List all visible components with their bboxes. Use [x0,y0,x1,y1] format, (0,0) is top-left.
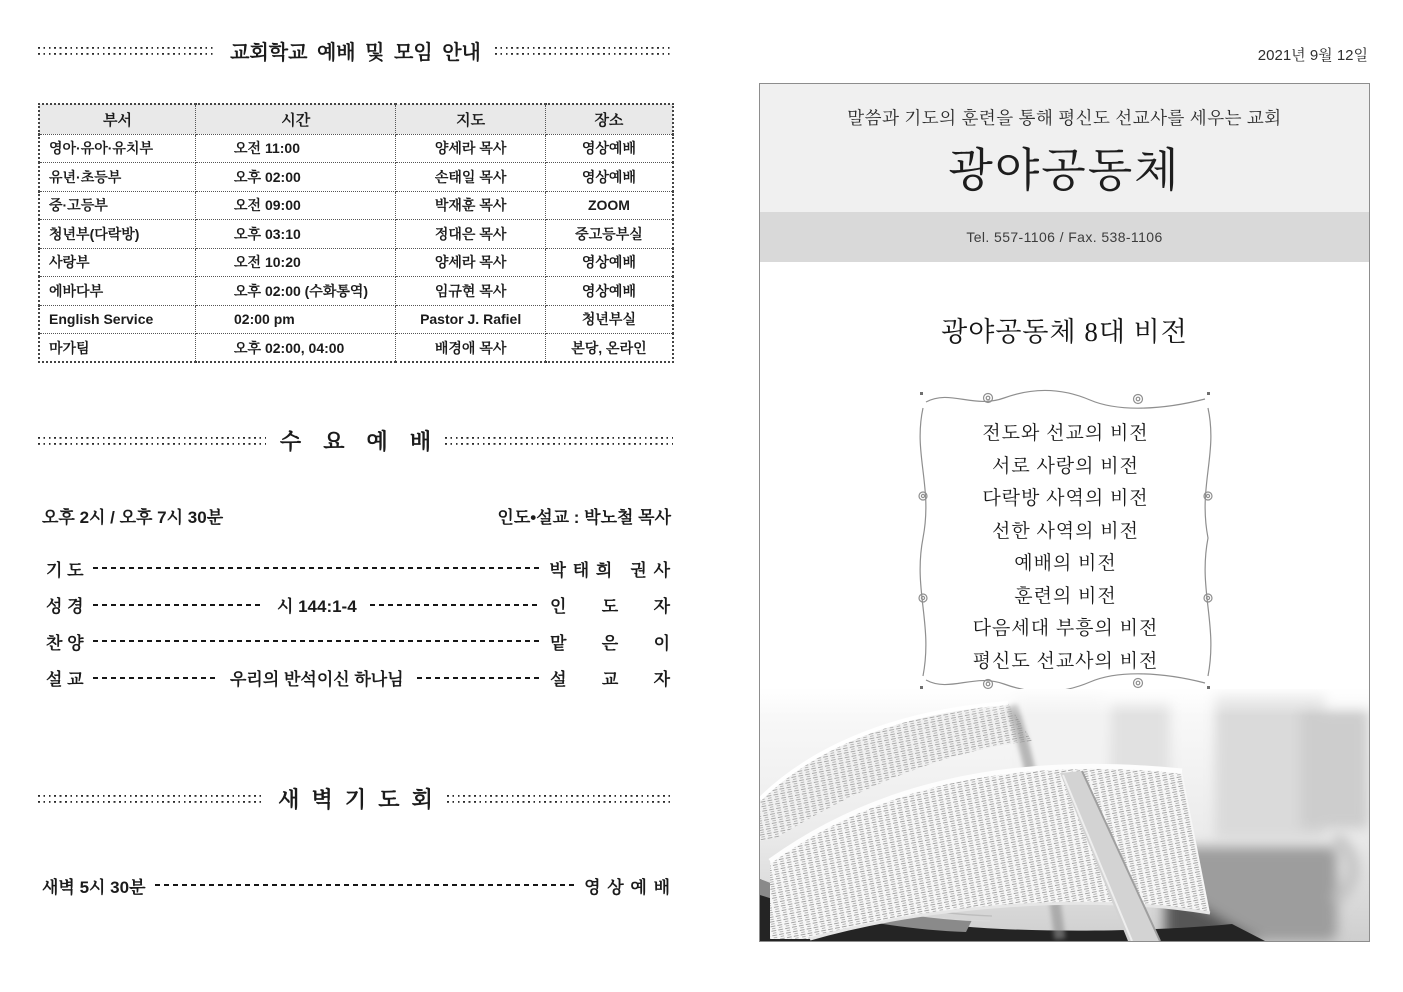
cell-leader: 양세라 목사 [396,248,545,277]
vision-list [912,418,1219,678]
cell-department: 에바다부 [39,277,196,306]
vision-item: 서로 사랑의 비전 [992,455,1139,477]
cell-time: 오전 11:00 [196,134,396,163]
order-person: 박 태 희 권 사 [549,560,671,580]
order-row-sermon [46,664,671,692]
cell-leader: 임규현 목사 [396,277,545,306]
order-label: 찬 양 [46,633,84,653]
dawn-prayer-heading [38,783,673,814]
table-header-row [39,104,673,134]
dash-leader [417,677,541,679]
dotted-leader [445,437,673,445]
vision-item: 훈련의 비전 [1014,585,1117,607]
dotted-leader [38,795,264,803]
cell-department: 영아·유아·유치부 [39,134,196,163]
table-row [39,305,673,334]
section-title: 수 요 예 배 [279,429,432,454]
cell-place: 영상예배 [545,277,673,306]
cell-leader: 손태일 목사 [396,163,545,192]
dotted-leader [38,47,216,55]
dash-leader [93,677,217,679]
open-bible-photo [760,689,1369,941]
vision-item: 예배의 비전 [1014,553,1117,574]
cell-leader: 배경애 목사 [396,334,545,363]
cell-department: 중·고등부 [39,191,196,220]
order-person: 인 도 자 [550,597,671,616]
dawn-prayer-row [42,871,671,899]
order-scripture-ref: 시 144:1-4 [276,597,357,616]
dotted-leader [38,437,266,445]
order-row-prayer [46,554,671,582]
order-person: 맡 은 이 [550,633,671,653]
table-row [39,191,673,220]
cell-place: 영상예배 [545,248,673,277]
vision-item: 다음세대 부흥의 비전 [972,618,1159,639]
church-school-section-heading [38,36,673,65]
order-label: 설 교 [46,670,84,689]
cell-time: 오후 03:10 [196,220,396,249]
cell-time: 오전 09:00 [196,191,396,220]
cell-place: 영상예배 [545,163,673,192]
dawn-place: 영 상 예 배 [584,877,671,897]
church-school-schedule-table [38,103,674,363]
wednesday-worship-heading [38,425,673,456]
cell-place: ZOOM [545,191,673,220]
vision-title: 광야공동체 8대 비전 [941,317,1188,347]
vision-item: 선한 사역의 비전 [992,520,1139,542]
dotted-leader [495,47,673,55]
cell-time: 오후 02:00 (수화통역) [196,277,396,306]
order-label: 기 도 [46,560,84,580]
cover-header [760,84,1369,212]
order-sermon-title: 우리의 반석이신 하나님 [229,670,404,689]
col-header-leader: 지도 [396,104,545,134]
cell-place: 영상예배 [545,134,673,163]
table-row [39,248,673,277]
dash-leader [155,884,576,886]
cover-card [759,83,1370,942]
cell-leader: 박재훈 목사 [396,191,545,220]
vision-frame [912,384,1219,698]
cell-department: English Service [39,305,196,334]
vision-item: 전도와 선교의 비전 [982,423,1149,444]
cell-place: 본당, 온라인 [545,334,673,363]
cell-leader: Pastor J. Rafiel [396,305,545,334]
cell-department: 청년부(다락방) [39,220,196,249]
order-label: 성 경 [46,597,84,616]
vision-item: 다락방 사역의 비전 [982,488,1149,509]
bulletin-left-page [38,0,673,992]
wednesday-meta-row [42,503,671,528]
dawn-time: 새벽 5시 30분 [42,877,146,897]
wednesday-time: 오후 2시 / 오후 7시 30분 [42,508,224,527]
cell-time: 02:00 pm [196,305,396,334]
bulletin-date: 2021년 9월 12일 [1257,47,1368,64]
table-row [39,163,673,192]
col-header-department: 부서 [39,104,196,134]
table-row [39,220,673,249]
dash-leader [370,604,541,606]
order-person: 설 교 자 [550,670,672,689]
cell-place: 중고등부실 [545,220,673,249]
cell-time: 오후 02:00, 04:00 [196,334,396,363]
contact-band: Tel. 557-1106 / Fax. 538-1106 [760,212,1369,262]
col-header-place: 장소 [545,104,673,134]
cell-time: 오후 02:00 [196,163,396,192]
cell-leader: 양세라 목사 [396,134,545,163]
wednesday-leader: 인도•설교 : 박노철 목사 [497,508,671,527]
cell-place: 청년부실 [545,305,673,334]
vision-item: 평신도 선교사의 비전 [972,650,1159,672]
dash-leader [93,567,541,569]
worship-order-list [46,554,671,700]
church-name: 광야공동체 [948,145,1181,196]
cell-department: 마가팀 [39,334,196,363]
dash-leader [93,604,264,606]
order-row-praise [46,627,671,655]
bulletin-cover-page [759,0,1370,992]
cell-department: 유년·초등부 [39,163,196,192]
table-row [39,334,673,363]
dotted-leader [447,795,673,803]
dash-leader [93,640,541,642]
section-title: 교회학교 예배 및 모임 안내 [230,42,481,64]
col-header-time: 시간 [196,104,396,134]
cell-time: 오전 10:20 [196,248,396,277]
cell-department: 사랑부 [39,248,196,277]
table-row [39,134,673,163]
order-row-scripture [46,591,671,619]
cell-leader: 정대은 목사 [396,220,545,249]
church-slogan: 말씀과 기도의 훈련을 통해 평신도 선교사를 세우는 교회 [847,108,1282,128]
table-row [39,277,673,306]
section-title: 새 벽 기 도 회 [278,787,433,812]
